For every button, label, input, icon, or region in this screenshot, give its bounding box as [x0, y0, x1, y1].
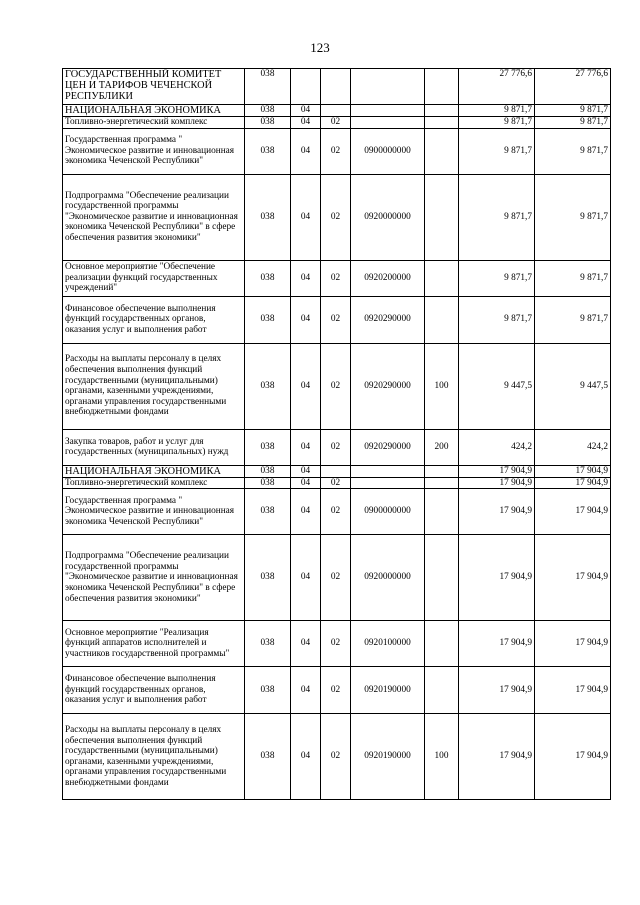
cell-section: 04	[291, 667, 321, 714]
cell-name: Подпрограмма "Обеспечение реализации государственной программы "Экономическое развитие и инновационная экономика Чеченской Республики" в сфере обеспечения развития экономики"	[63, 174, 245, 260]
cell-amount-1: 9 871,7	[459, 105, 535, 117]
cell-target-article	[351, 477, 425, 489]
cell-amount-2: 9 871,7	[535, 105, 611, 117]
cell-name: Финансовое обеспечение выполнения функций государственных органов, оказания услуг и выполнения работ	[63, 667, 245, 714]
table-row	[63, 343, 611, 429]
cell-amount-1: 27 776,6	[459, 69, 535, 105]
cell-amount-2: 17 904,9	[535, 621, 611, 667]
cell-grbs: 038	[245, 260, 291, 296]
cell-target-article: 0920100000	[351, 621, 425, 667]
cell-name: Основное мероприятие "Обеспечение реализации функций государственных учреждений"	[63, 260, 245, 296]
cell-name: Основное мероприятие "Реализация функций аппаратов исполнителей и участников государственной программы"	[63, 621, 245, 667]
table-row	[63, 296, 611, 343]
table-row	[63, 429, 611, 465]
cell-amount-2: 9 871,7	[535, 128, 611, 174]
table-row	[63, 105, 611, 117]
cell-amount-2: 17 904,9	[535, 465, 611, 477]
cell-name: Подпрограмма "Обеспечение реализации государственной программы "Экономическое развитие и инновационная экономика Чеченской Республики" в сфере обеспечения развития экономики"	[63, 535, 245, 621]
table-row	[63, 535, 611, 621]
cell-subsection: 02	[321, 128, 351, 174]
cell-grbs: 038	[245, 667, 291, 714]
table-row	[63, 260, 611, 296]
cell-grbs: 038	[245, 621, 291, 667]
cell-section: 04	[291, 465, 321, 477]
cell-grbs: 038	[245, 128, 291, 174]
cell-amount-1: 17 904,9	[459, 465, 535, 477]
cell-amount-2: 17 904,9	[535, 714, 611, 800]
cell-name: Государственная программа " Экономическое развитие и инновационная экономика Чеченской Республики"	[63, 128, 245, 174]
cell-subsection: 02	[321, 489, 351, 535]
cell-subsection	[321, 465, 351, 477]
table-row	[63, 714, 611, 800]
cell-amount-2: 9 871,7	[535, 296, 611, 343]
cell-target-article: 0920190000	[351, 667, 425, 714]
cell-name: Финансовое обеспечение выполнения функций государственных органов, оказания услуг и выполнения работ	[63, 296, 245, 343]
table-row	[63, 69, 611, 105]
cell-expense-type	[425, 465, 459, 477]
cell-expense-type	[425, 69, 459, 105]
cell-section: 04	[291, 296, 321, 343]
budget-table	[62, 68, 611, 800]
cell-subsection: 02	[321, 343, 351, 429]
cell-expense-type	[425, 535, 459, 621]
cell-amount-1: 9 871,7	[459, 174, 535, 260]
cell-amount-1: 17 904,9	[459, 477, 535, 489]
cell-grbs: 038	[245, 174, 291, 260]
cell-grbs: 038	[245, 477, 291, 489]
cell-amount-1: 424,2	[459, 429, 535, 465]
cell-target-article	[351, 69, 425, 105]
cell-section: 04	[291, 105, 321, 117]
cell-amount-2: 17 904,9	[535, 535, 611, 621]
cell-expense-type	[425, 477, 459, 489]
table-row	[63, 667, 611, 714]
cell-grbs: 038	[245, 489, 291, 535]
cell-section: 04	[291, 429, 321, 465]
cell-section: 04	[291, 714, 321, 800]
cell-expense-type	[425, 260, 459, 296]
cell-target-article: 0920190000	[351, 714, 425, 800]
cell-target-article	[351, 105, 425, 117]
cell-subsection: 02	[321, 260, 351, 296]
cell-amount-2: 9 447,5	[535, 343, 611, 429]
cell-section: 04	[291, 174, 321, 260]
cell-grbs: 038	[245, 429, 291, 465]
table-row	[63, 465, 611, 477]
page-number: 123	[310, 40, 330, 55]
cell-expense-type: 200	[425, 429, 459, 465]
cell-expense-type	[425, 105, 459, 117]
cell-name: Топливно-энергетический комплекс	[63, 477, 245, 489]
table-body	[63, 69, 611, 800]
cell-target-article: 0920290000	[351, 429, 425, 465]
cell-expense-type	[425, 489, 459, 535]
cell-target-article: 0920290000	[351, 296, 425, 343]
table-row	[63, 117, 611, 129]
cell-target-article: 0920000000	[351, 174, 425, 260]
cell-subsection	[321, 69, 351, 105]
cell-amount-2: 424,2	[535, 429, 611, 465]
cell-subsection: 02	[321, 296, 351, 343]
cell-name: Топливно-энергетический комплекс	[63, 117, 245, 129]
table-row	[63, 621, 611, 667]
cell-subsection: 02	[321, 429, 351, 465]
cell-section: 04	[291, 128, 321, 174]
cell-name: НАЦИОНАЛЬНАЯ ЭКОНОМИКА	[63, 105, 245, 117]
cell-section: 04	[291, 260, 321, 296]
cell-grbs: 038	[245, 69, 291, 105]
cell-amount-1: 17 904,9	[459, 667, 535, 714]
cell-amount-2: 9 871,7	[535, 117, 611, 129]
cell-target-article: 0920290000	[351, 343, 425, 429]
cell-amount-2: 9 871,7	[535, 174, 611, 260]
cell-subsection: 02	[321, 714, 351, 800]
cell-subsection: 02	[321, 117, 351, 129]
cell-grbs: 038	[245, 117, 291, 129]
cell-target-article	[351, 117, 425, 129]
cell-section: 04	[291, 117, 321, 129]
cell-expense-type	[425, 128, 459, 174]
cell-expense-type: 100	[425, 714, 459, 800]
cell-amount-1: 9 871,7	[459, 260, 535, 296]
cell-name: Закупка товаров, работ и услуг для государственных (муниципальных) нужд	[63, 429, 245, 465]
cell-subsection	[321, 105, 351, 117]
cell-name: ГОСУДАРСТВЕННЫЙ КОМИТЕТ ЦЕН И ТАРИФОВ ЧЕЧЕНСКОЙ РЕСПУБЛИКИ	[63, 69, 245, 105]
cell-expense-type	[425, 117, 459, 129]
cell-amount-1: 17 904,9	[459, 621, 535, 667]
cell-subsection: 02	[321, 174, 351, 260]
cell-grbs: 038	[245, 535, 291, 621]
cell-grbs: 038	[245, 296, 291, 343]
cell-subsection: 02	[321, 477, 351, 489]
cell-expense-type	[425, 667, 459, 714]
cell-amount-1: 17 904,9	[459, 535, 535, 621]
cell-subsection: 02	[321, 535, 351, 621]
cell-name: Расходы на выплаты персоналу в целях обеспечения выполнения функций государственными (муниципальными) органами, казенными учреждениями, органами управления государственными внебюджетными фондами	[63, 343, 245, 429]
cell-expense-type	[425, 174, 459, 260]
cell-section: 04	[291, 477, 321, 489]
table-row	[63, 477, 611, 489]
table-row	[63, 174, 611, 260]
cell-name: Государственная программа " Экономическое развитие и инновационная экономика Чеченской Республики"	[63, 489, 245, 535]
cell-target-article: 0900000000	[351, 128, 425, 174]
cell-amount-2: 17 904,9	[535, 489, 611, 535]
cell-amount-1: 9 447,5	[459, 343, 535, 429]
cell-section: 04	[291, 535, 321, 621]
cell-target-article: 0920000000	[351, 535, 425, 621]
cell-target-article: 0900000000	[351, 489, 425, 535]
cell-section: 04	[291, 489, 321, 535]
cell-expense-type	[425, 621, 459, 667]
cell-section: 04	[291, 621, 321, 667]
cell-amount-1: 17 904,9	[459, 489, 535, 535]
cell-expense-type: 100	[425, 343, 459, 429]
cell-section	[291, 69, 321, 105]
cell-grbs: 038	[245, 105, 291, 117]
cell-amount-2: 17 904,9	[535, 477, 611, 489]
cell-amount-1: 9 871,7	[459, 117, 535, 129]
cell-section: 04	[291, 343, 321, 429]
cell-name: НАЦИОНАЛЬНАЯ ЭКОНОМИКА	[63, 465, 245, 477]
cell-amount-2: 27 776,6	[535, 69, 611, 105]
cell-amount-1: 9 871,7	[459, 296, 535, 343]
cell-amount-1: 9 871,7	[459, 128, 535, 174]
cell-amount-1: 17 904,9	[459, 714, 535, 800]
cell-grbs: 038	[245, 465, 291, 477]
cell-target-article	[351, 465, 425, 477]
cell-name: Расходы на выплаты персоналу в целях обеспечения выполнения функций государственными (муниципальными) органами, казенными учреждениями, органами управления государственными внебюджетными фондами	[63, 714, 245, 800]
cell-subsection: 02	[321, 621, 351, 667]
cell-amount-2: 9 871,7	[535, 260, 611, 296]
cell-amount-2: 17 904,9	[535, 667, 611, 714]
cell-grbs: 038	[245, 714, 291, 800]
table-row	[63, 128, 611, 174]
cell-grbs: 038	[245, 343, 291, 429]
table-row	[63, 489, 611, 535]
cell-target-article: 0920200000	[351, 260, 425, 296]
cell-expense-type	[425, 296, 459, 343]
cell-subsection: 02	[321, 667, 351, 714]
